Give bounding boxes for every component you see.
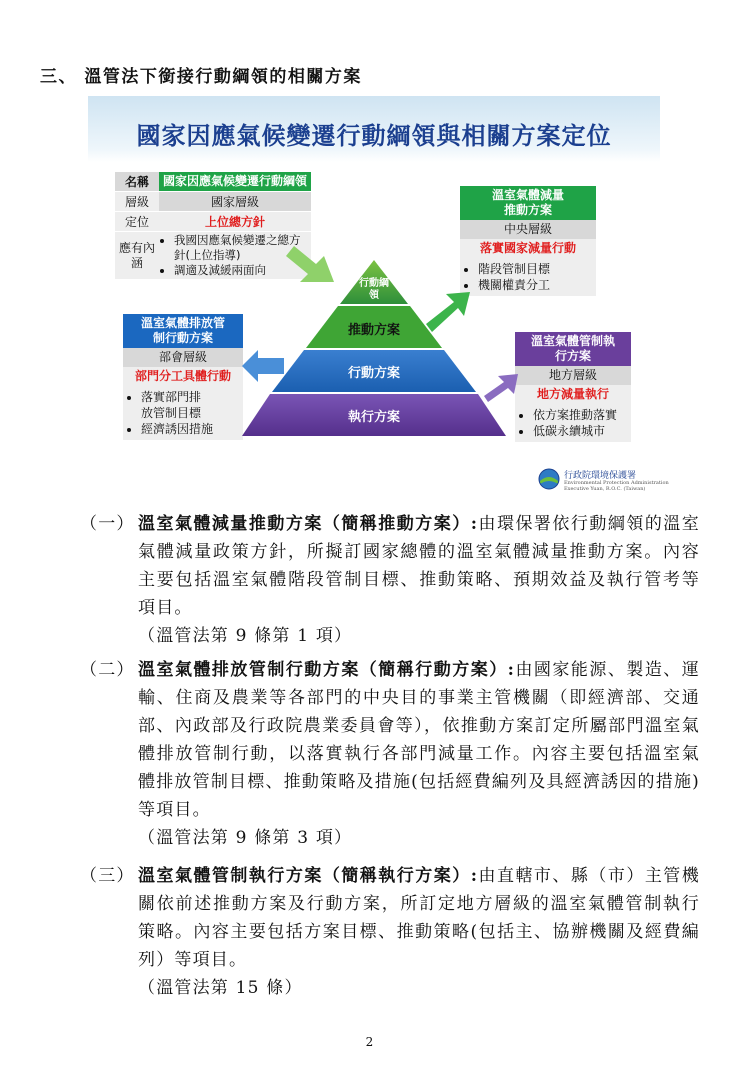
arrow-icon xyxy=(286,246,334,282)
strategy-diagram xyxy=(88,96,660,461)
pyramid-level2-label: 推動方案 xyxy=(347,323,400,338)
paragraph-3 xyxy=(80,862,700,1002)
paragraph-number: （一） xyxy=(80,514,135,534)
action-level: 部會層級 xyxy=(123,348,243,367)
paragraph-title: 溫室氣體管制執行方案（簡稱執行方案）: xyxy=(138,866,479,886)
pyramid-level4-label: 執行方案 xyxy=(347,410,400,425)
action-item: • 經濟誘因措施 xyxy=(141,421,239,437)
section-heading: 三、 溫管法下銜接行動綱領的相關方案 xyxy=(40,67,362,87)
paragraph-ref: （溫管法第 9 條第 1 項） xyxy=(138,626,353,646)
epa-logo-icon xyxy=(538,468,560,490)
paragraph-number: （三） xyxy=(80,866,135,886)
paragraph-text: 由直轄市、縣（市）主管機關依前述推動方案及行動方案，所訂定地方層級的溫室氣體管制執行策略。內容主要包括方案目標、推動策略(包括主、協辦機關及經費編列）等項目。 xyxy=(138,866,700,970)
diagram-title: 國家因應氣候變遷行動綱領與相關方案定位 xyxy=(136,122,612,150)
level-value: 國家層級 xyxy=(159,192,311,212)
execution-header: 溫室氣體管制執行方案 xyxy=(515,332,631,366)
promotion-item: • 機關權責分工 xyxy=(478,277,592,293)
paragraph-title: 溫室氣體排放管制行動方案（簡稱行動方案）: xyxy=(138,660,516,680)
content-item: • 調適及減緩兩面向 xyxy=(174,263,308,278)
epa-logo-english-2: Executive Yuan, R.O.C. (Taiwan) xyxy=(564,486,646,492)
execution-item: • 依方案推動落實 xyxy=(533,407,627,423)
epa-logo-name: 行政院環境保護署 xyxy=(564,471,637,481)
paragraph-text: 由國家能源、製造、運輸、住商及農業等各部門的中央目的事業主管機關（即經濟部、交通部、內政部及行政院農業委員會等），依推動方案訂定所屬部門溫室氣體排放管制行動，以落實執行各部門減量工作。內容主要包括溫室氣體排放管制目標、推動策略及措施(包括經費編列及具經濟誘因的措施)等項目。 xyxy=(138,660,700,820)
epa-logo-english-1: Environmental Protection Administration xyxy=(564,480,669,486)
content-item: • 我國因應氣候變遷之總方針(上位指導) xyxy=(174,233,308,263)
page-number: 2 xyxy=(365,1035,374,1049)
promotion-role: 落實國家減量行動 xyxy=(460,239,596,258)
promotion-level: 中央層級 xyxy=(460,220,596,239)
action-header: 溫室氣體排放管制行動方案 xyxy=(123,314,243,348)
arrow-icon xyxy=(484,374,518,402)
paragraph-number: （二） xyxy=(80,660,135,680)
paragraph-ref: （溫管法第 9 條第 3 項） xyxy=(138,828,353,848)
epa-logo xyxy=(538,468,669,494)
execution-level: 地方層級 xyxy=(515,366,631,385)
paragraph-text: 由環保署依行動綱領的溫室氣體減量政策方針，所擬訂國家總體的溫室氣體減量推動方案。內容主要包括溫室氣體階段管制目標、推動策略、預期效益及執行管考等項目。 xyxy=(138,514,700,618)
name-label: 名稱 xyxy=(115,172,159,192)
level-label: 層級 xyxy=(115,192,159,212)
execution-role: 地方減量執行 xyxy=(515,385,631,404)
name-value: 國家因應氣候變遷行動綱領 xyxy=(159,172,311,192)
content-label: 應有內涵 xyxy=(115,232,159,280)
promotion-item: • 階段管制目標 xyxy=(478,261,592,277)
paragraph-1 xyxy=(80,510,700,650)
paragraph-title: 溫室氣體減量推動方案（簡稱推動方案）: xyxy=(138,514,479,534)
pyramid-level3-label: 行動方案 xyxy=(347,366,400,381)
action-item: • 落實部門排放管制目標 xyxy=(141,389,239,421)
action-role: 部門分工具體行動 xyxy=(123,367,243,386)
role-value: 上位總方針 xyxy=(159,212,311,232)
promotion-header: 溫室氣體減量推動方案 xyxy=(460,186,596,220)
execution-item: • 低碳永續城市 xyxy=(533,423,627,439)
paragraph-2 xyxy=(80,656,700,852)
pyramid-top-label: 行動綱領 xyxy=(359,278,389,301)
paragraph-ref: （溫管法第 15 條） xyxy=(138,978,303,998)
role-label: 定位 xyxy=(115,212,159,232)
